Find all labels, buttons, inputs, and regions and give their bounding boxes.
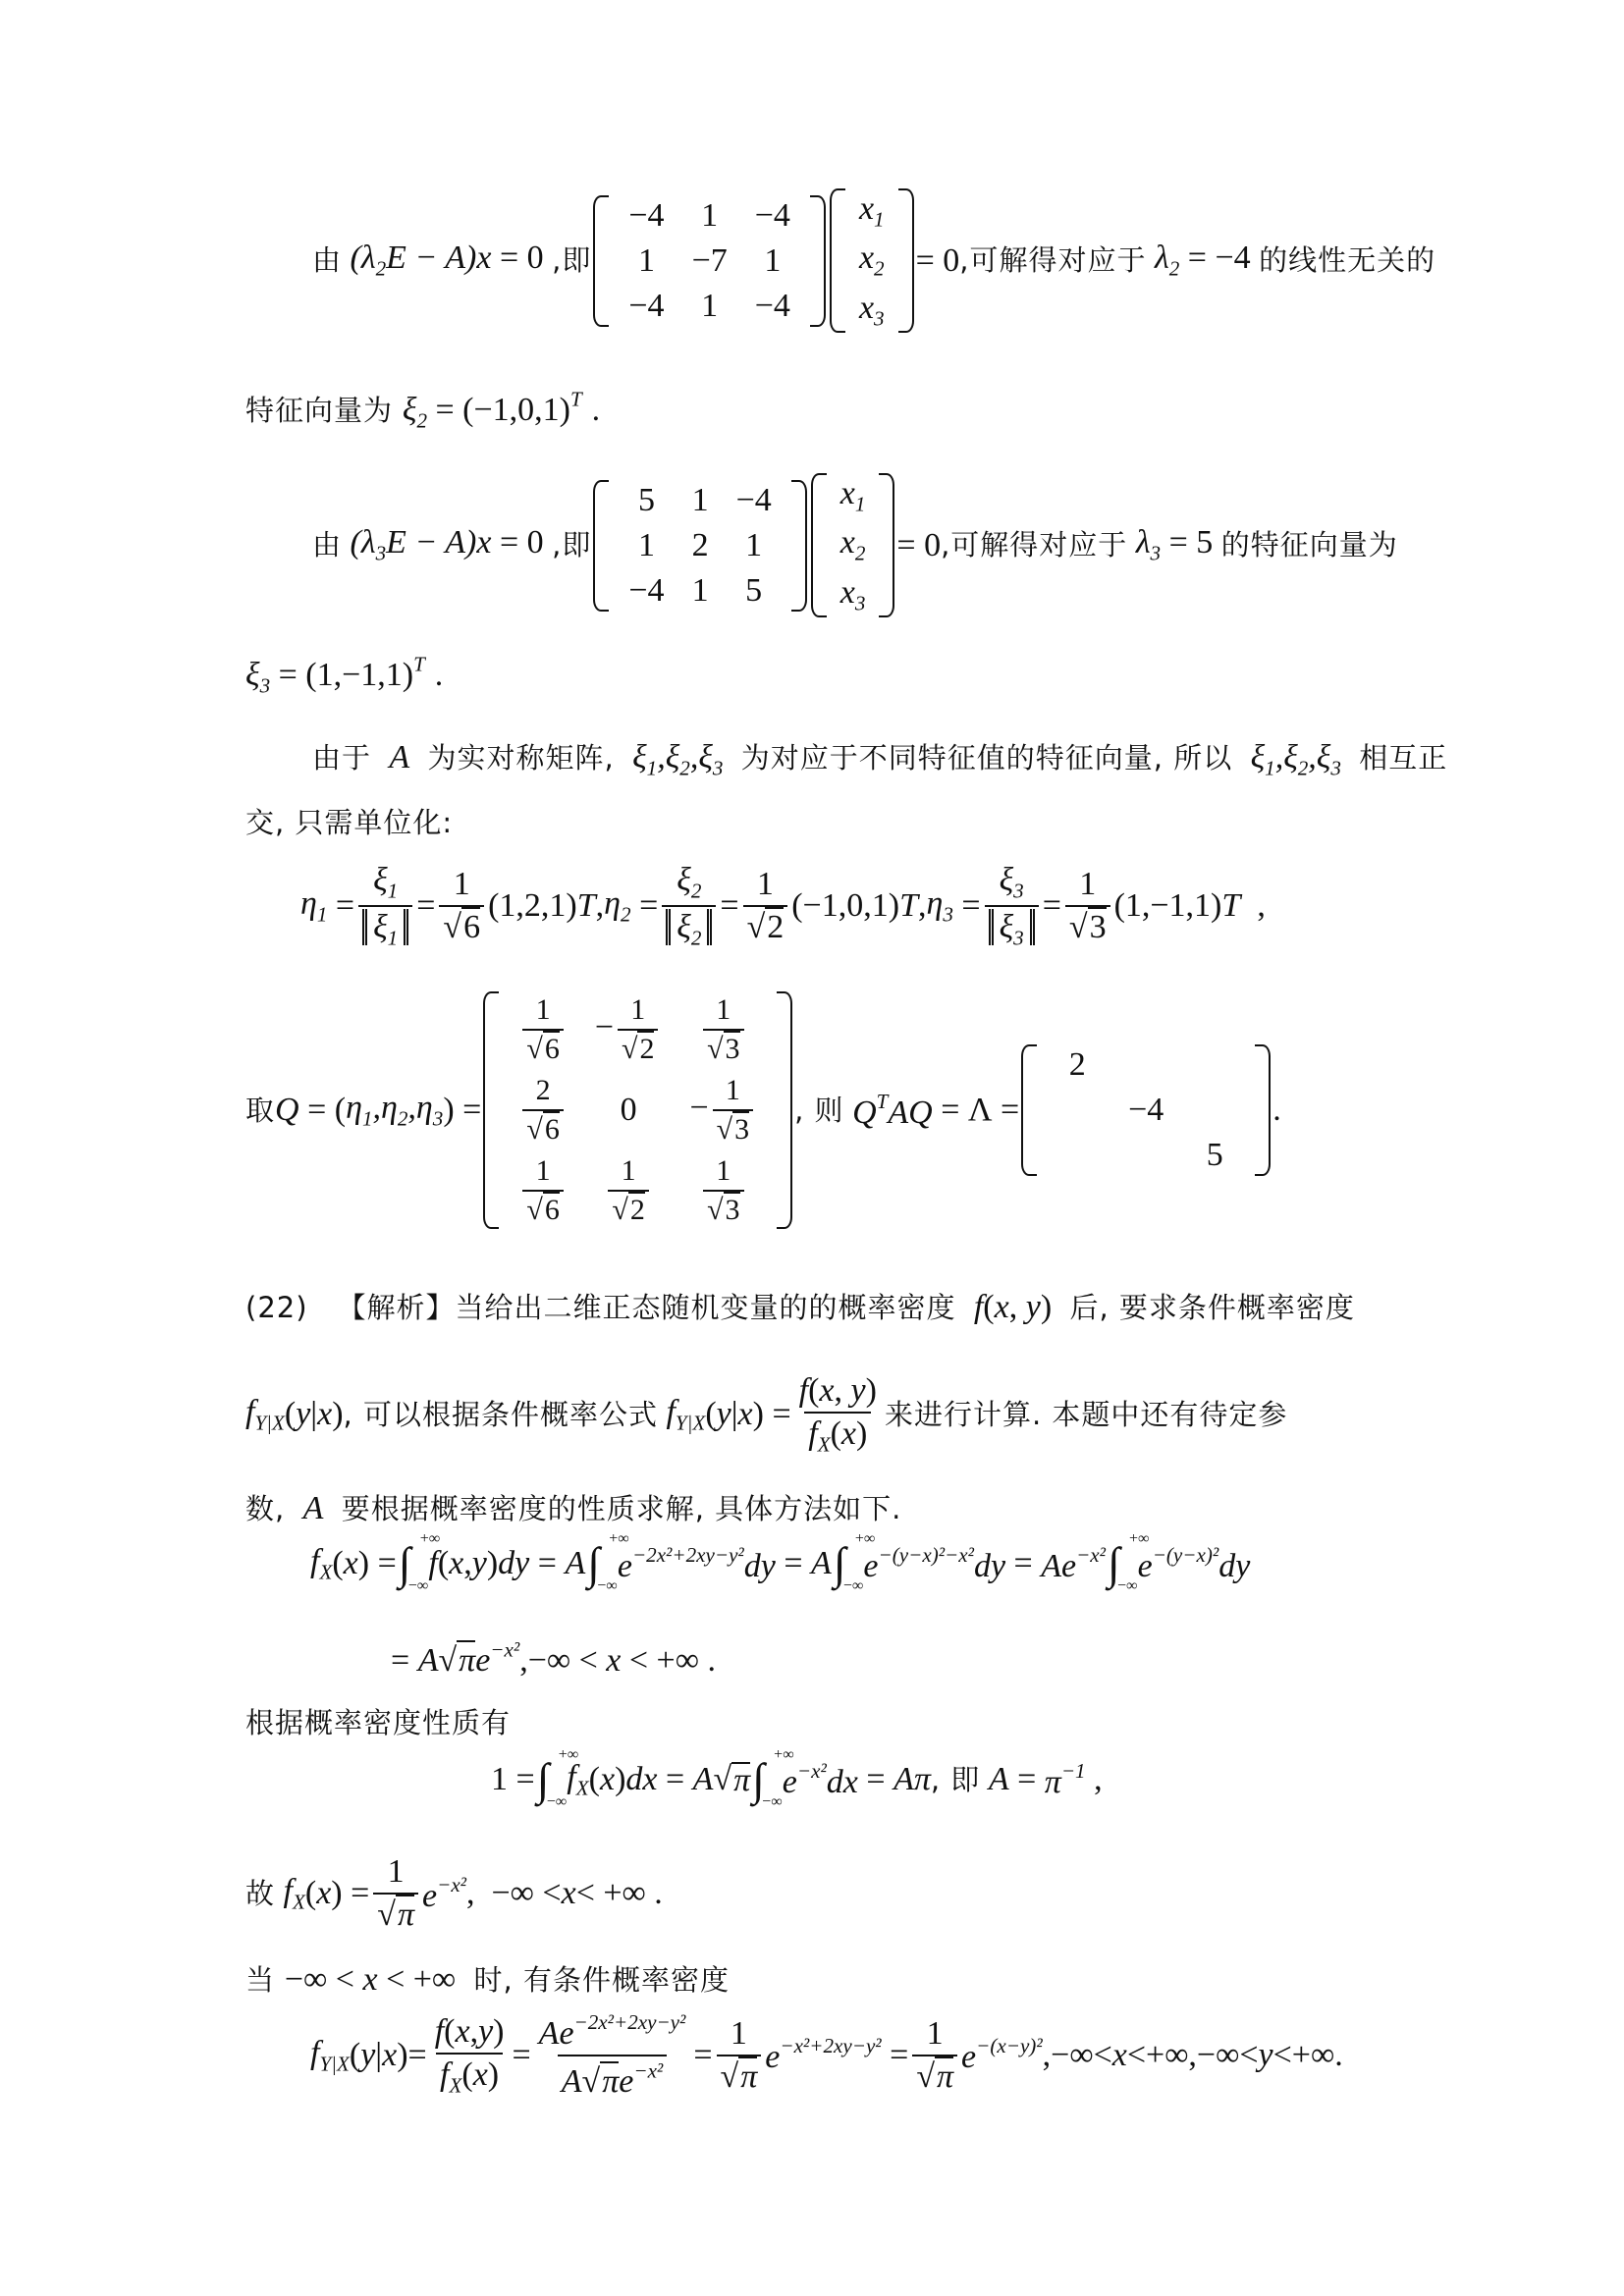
integral-line-2: = $A√\pi e^{-x^2},-\infty < x$ < +∞ .: [391, 1637, 716, 1679]
matrix-m2: 5 1 −4 1 2 1 −4 1 5: [591, 478, 808, 614]
matrix-q: $\frac{1}{√6}$ − $\frac{1}{√2}$ $\frac{1}{√3}$ $\frac{2}{√6}$ 0 − $\frac{1}{√3}$ $\frac{1}{√6}$ $\frac{1}{√2}$ $\frac{1}{√3}$: [481, 989, 794, 1231]
text-l1-mid: 可解得对应于: [969, 243, 1147, 278]
vector-x: $x_1$ $x_2$ $x_3$: [828, 187, 916, 335]
vector-x-2: $x_1$ $x_2$ $x_3$: [809, 471, 897, 619]
text-l2: 特征向量为: [245, 393, 394, 427]
matrix-m1: −4 1 −4 1 −7 1 −4 1 −4: [591, 193, 828, 329]
paragraph-26: 根据概率密度性质有: [245, 1706, 512, 1739]
paragraph-22: (22) 【解析】当给出二维正态随机变量的的概率密度 f(x, y) 后, 要求条件概率密度: [245, 1289, 1355, 1325]
dang-line: 当 −∞ < x < +∞ 时, 有条件概率密度: [245, 1961, 730, 1998]
paragraph-6: 交, 只需单位化:: [245, 806, 454, 839]
eta-line: $\eta_1$ = $\frac{\xi_1}{\xi_1}$ = $\frac{1}{√6}$ (1,2,1) T , $\eta_2$ = $\frac{\xi_2}{\xi_2}$ = $\frac{1}{√2}$ (−1,0,1) T , $\eta_3$ = $\frac{\xi_3}{\xi_3}$ = $\frac{1}{√3}$ (1,−1,1) T ,: [300, 862, 1266, 950]
equation-line-3: 由 $(\lambda_3E - A)x = 0$ , 即 5 1 −4 1 2 1 −4 1 5 $x_1$ $x_2$ $x_3$ = 0 , 可解得对应于 $\lambda_3 = 5$ 的特征向量为: [312, 471, 1398, 619]
paragraph-5: 由于 A 为实对称矩阵, $\xi_1,\xi_2,\xi_3$ 为对应于不同特征值的特征向量, 所以 $\xi_1,\xi_2,\xi_3$ 相互正: [312, 739, 1448, 780]
gu-line: 故 $f_X$ ( x ) = $\frac{1}{√\pi}$ $e^{-x^2}$ , −∞ < x < +∞ .: [245, 1853, 663, 1933]
matrix-lambda: 2 −4 5: [1019, 1042, 1272, 1178]
equation-line-1: 由 $(\lambda_2E - A)x = 0$ , 即 −4 1 −4 1 −7 1 −4 1 −4 $x_1$ $x_2$ $x_3$ = 0 , 可解得对应于 $\lambda_2 = -4$ 的线性无关的: [312, 187, 1435, 335]
text-l1-end: 的线性无关的: [1259, 243, 1436, 278]
equation-line-4: $\xi_3 = (1,-1,1)^T$ .: [245, 652, 444, 698]
paragraph-24: 数, A 要根据概率密度的性质求解, 具体方法如下.: [245, 1490, 902, 1526]
text-ji: 即: [562, 243, 592, 278]
integral-line-1: $f_X$ ( x ) = ∫ +∞ −∞ f ( x , y ) dy = A ∫ +∞ −∞ $e^{-2x^2+2xy-y^2}dy$ = A ∫ +∞ −∞ $e^{-(y-x)^2-x^2}dy$ = $Ae^{-x^2}$ ∫ +∞ −∞ $e^{-(y-x)^2}dy$: [310, 1530, 1251, 1594]
equation-line-2: 特征向量为 $\xi_2 = (-1,0,1)^T$ .: [245, 387, 601, 433]
q-line: 取 Q = ( $\eta_1,\eta_2,\eta_3$ ) = $\frac{1}{√6}$ − $\frac{1}{√2}$ $\frac{1}{√3}$ $\frac{2}{√6}$ 0 − $\frac{1}{√3}$ $\frac{1}{√6}$ $\frac{1}{√2}$ $\frac{1}{√3}$ , 则 $Q^TAQ$ = Λ = 2 −4 5 .: [245, 989, 1281, 1231]
final-line: $f_{Y|X}$ ( y | x )= $\frac{f(x,y)}{f_X(x)}$ = $\frac{Ae^{-2x^2+2xy-y^2}}{A√\pi e^{-x^2}}$ = $\frac{1}{√\pi}$ $e^{-x^2+2xy-y^2}$ = $\frac{1}{√\pi}$ $e^{-(x-y)^2}$ ,−∞< x <+∞,−∞< y <+∞.: [310, 2010, 1343, 2100]
paragraph-23: $f_{Y|X}$ ( y | x ) , 可以根据条件概率公式 $f_{Y|X}$ ( y | x ) = $\frac{f(x, y)}{f_X(x)}$ 来进行计算. 本题中还有待定参: [245, 1372, 1288, 1457]
text-you: 由: [312, 243, 343, 278]
text-l3-end: 的特征向量为: [1220, 528, 1398, 562]
integral-line-3: 1 = ∫ +∞ −∞ $f_X$ ( x ) dx = A √ π ∫ +∞ −∞ $e^{-x^2}dx$ = Aπ , 即 A = $\pi^{-1}$ ,: [491, 1746, 1103, 1810]
